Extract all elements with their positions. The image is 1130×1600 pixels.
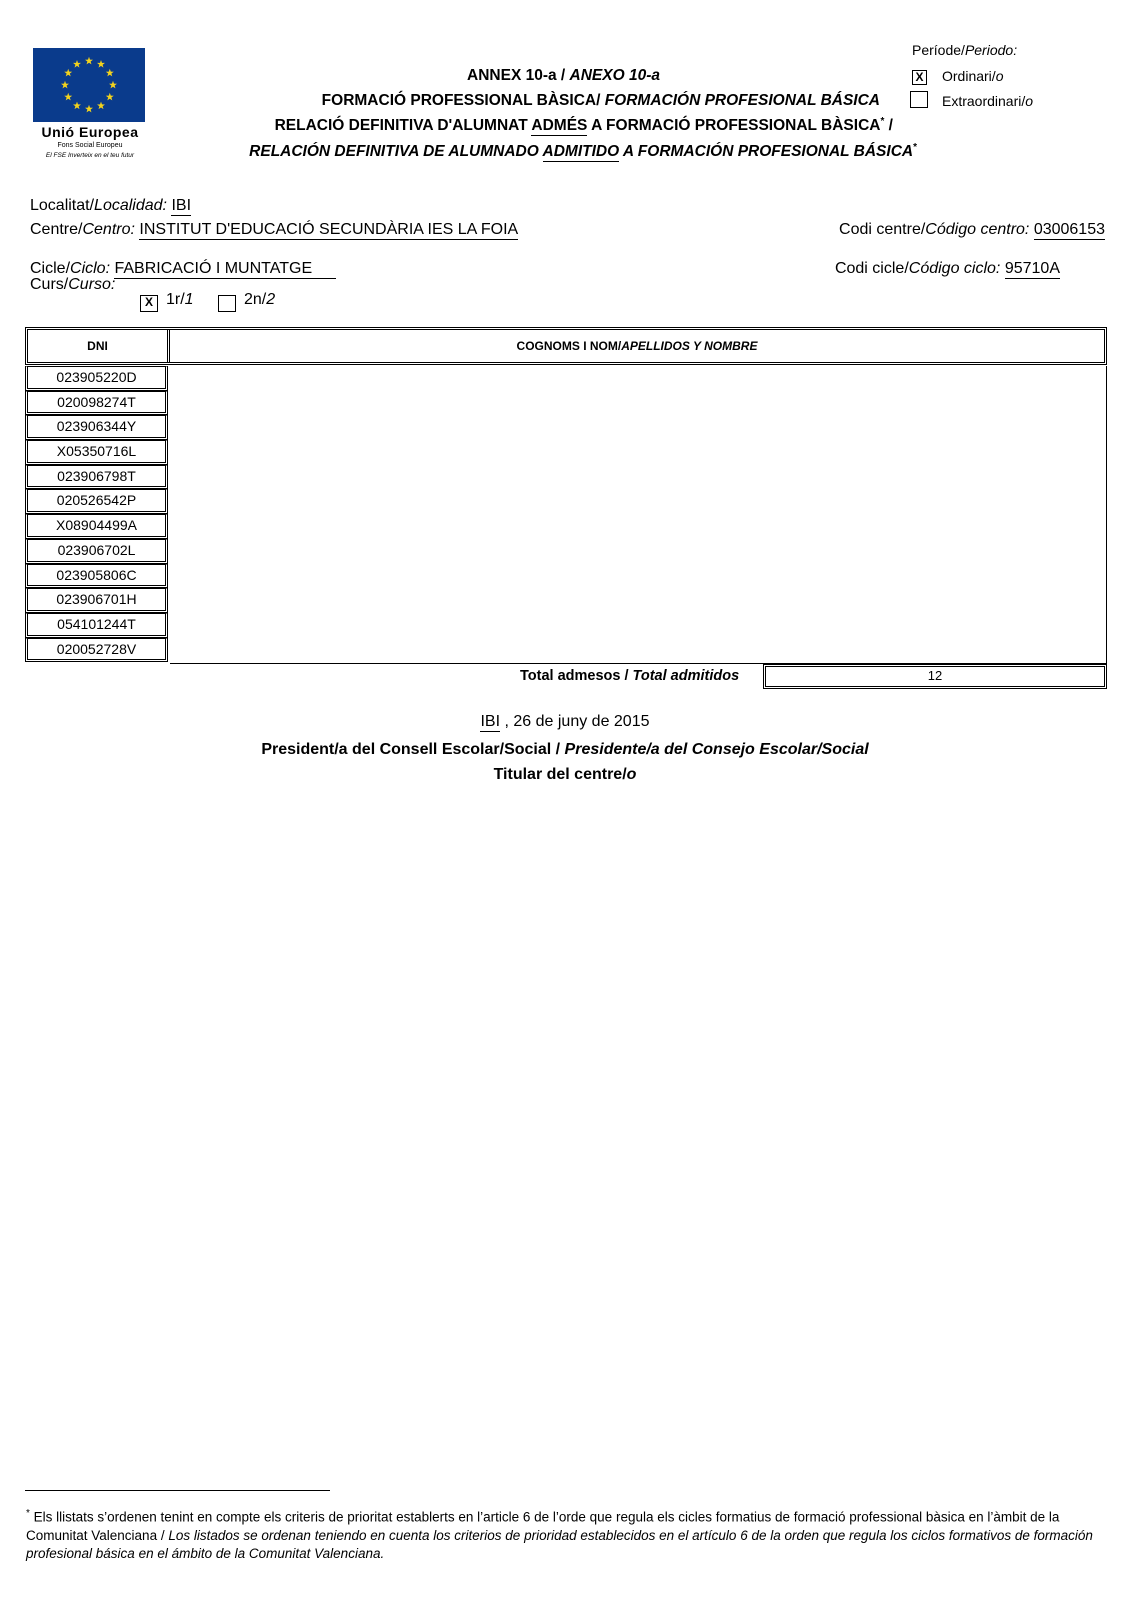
centre-field <box>30 221 518 239</box>
dni-cell: 023905806C <box>25 564 168 589</box>
list-title-es-a: RELACIÓN DEFINITIVA DE ALUMNADO <box>249 143 543 161</box>
locality-value: IBI <box>171 197 192 214</box>
list-title-ca <box>275 116 893 135</box>
dni-cell: X08904499A <box>25 514 168 539</box>
list-title-ca-slash: / <box>884 117 893 135</box>
footnote-mark: * <box>26 1508 30 1519</box>
locality-label-es: Localidad: <box>94 197 167 214</box>
table-row <box>25 415 1107 440</box>
signature-title <box>0 766 1130 784</box>
signature-place: IBI <box>480 713 501 730</box>
eu-flag-logo <box>33 48 145 122</box>
list-title-es <box>249 142 917 161</box>
centre-code-value: 03006153 <box>1033 221 1105 238</box>
footnote <box>26 1505 1106 1563</box>
course2-label-es: 2 <box>266 291 276 308</box>
total-value: 12 <box>763 664 1107 689</box>
total-label <box>520 668 739 684</box>
dni-cell: 020526542P <box>25 489 168 514</box>
dni-cell: 023906701H <box>25 588 168 613</box>
column-header-dni: DNI <box>28 330 170 362</box>
signature-title-es: o <box>626 766 637 783</box>
table-header <box>25 327 1107 365</box>
cycle-code-value: 95710A <box>1004 260 1060 277</box>
star-icon <box>85 57 93 65</box>
course2-label <box>244 291 275 309</box>
logo-motto: El FSE Inverteix en el teu futur <box>45 152 135 159</box>
total-label-es: Total admitidos <box>632 668 740 684</box>
locality-field <box>30 197 191 215</box>
extraordinary-label-ca: Extraordinari/ <box>942 93 1026 109</box>
extraordinary-label <box>942 93 1033 109</box>
period-label <box>912 42 1017 58</box>
course1-label-es: 1 <box>184 291 194 308</box>
dni-cell: 020052728V <box>25 638 168 663</box>
star-icon <box>64 69 72 77</box>
dni-cell: 020098274T <box>25 391 168 416</box>
logo-fund: Fons Social Europeu <box>57 142 123 149</box>
centre-code-field <box>839 221 1105 239</box>
column-header-name-ca: COGNOMS I NOM/ <box>516 339 622 353</box>
dni-cell: 023906798T <box>25 465 168 490</box>
annex-title-ca: ANNEX 10-a / <box>467 67 570 84</box>
course1-checkbox[interactable]: X <box>140 295 158 312</box>
centre-code-label-ca: Codi centre/ <box>839 221 926 238</box>
table-body <box>25 366 1107 662</box>
period-label-ca: Període/ <box>912 42 965 58</box>
star-icon <box>109 81 117 89</box>
cycle-code-label-es: Código ciclo: <box>908 260 1001 277</box>
signature-role-es: Presidente/a del Consejo Escolar/Social <box>564 741 869 758</box>
dni-cell: 054101244T <box>25 613 168 638</box>
cycle-label-es: Ciclo: <box>70 260 111 277</box>
table-row <box>25 539 1107 564</box>
signature-title-ca: Titular del centre/ <box>493 766 627 783</box>
table-row <box>25 613 1107 638</box>
table-row <box>25 465 1107 490</box>
dni-cell: 023906702L <box>25 539 168 564</box>
star-icon <box>97 102 105 110</box>
footnote-rule <box>25 1490 330 1491</box>
star-icon <box>85 105 93 113</box>
course2-checkbox[interactable] <box>218 295 236 312</box>
ordinary-checkbox[interactable]: X <box>912 70 927 85</box>
cycle-label-ca: Cicle/ <box>30 260 71 277</box>
program-title-es: FORMACIÓN PROFESIONAL BÁSICA <box>604 92 880 109</box>
annex-title-es: ANEXO 10-a <box>569 67 660 84</box>
course1-label <box>166 291 194 309</box>
star-icon <box>97 60 105 68</box>
course-underline <box>118 278 336 279</box>
footnote-ref: * <box>913 142 917 153</box>
signature-role <box>0 741 1130 759</box>
centre-value: INSTITUT D'EDUCACIÓ SECUNDÀRIA IES LA FOIA <box>139 221 519 238</box>
column-header-name-es: APELLIDOS Y NOMBRE <box>621 339 758 353</box>
footnote-text-ca: Els llistats s’ordenen tenint en compte els criteris de prioritat establerts en l’article 6 de l’orde que regula els cicles formatius de formació professional bàsica en l’àmbit de la Comunitat Valenciana / <box>26 1509 1060 1543</box>
table-row <box>25 489 1107 514</box>
footnote-text-es: Los listados se ordenan teniendo en cuenta los criterios de prioridad establecidos en el artículo 6 de la orden que regula los ciclos formativos de formación profesional básica en el ámbito de la Comunitat Valenciana. <box>26 1527 1093 1561</box>
course2-label-ca: 2n/ <box>244 291 267 308</box>
table-row <box>25 588 1107 613</box>
program-title <box>322 92 880 110</box>
extraordinary-label-es: o <box>1025 93 1034 109</box>
table-row <box>25 514 1107 539</box>
table-row <box>25 391 1107 416</box>
table-row <box>25 366 1107 391</box>
footnote-ref: * <box>880 116 885 127</box>
centre-label-es: Centro: <box>82 221 135 238</box>
list-title-ca-underlined: ADMÉS <box>531 117 588 135</box>
dni-cell: 023906344Y <box>25 415 168 440</box>
course1-label-ca: 1r/ <box>166 291 185 308</box>
centre-code-label-es: Código centro: <box>925 221 1030 238</box>
extraordinary-checkbox[interactable] <box>910 91 928 108</box>
program-title-ca: FORMACIÓ PROFESSIONAL BÀSICA/ <box>321 92 605 109</box>
annex-title <box>467 67 660 85</box>
ordinary-label <box>942 68 1003 84</box>
star-icon <box>106 69 114 77</box>
table-row <box>25 440 1107 465</box>
column-header-name <box>170 330 1104 362</box>
cycle-code-field <box>835 260 1060 278</box>
course-label-es: Curso: <box>68 276 116 293</box>
centre-label-ca: Centre/ <box>30 221 83 238</box>
eu-stars-icon <box>33 48 145 122</box>
cycle-value: FABRICACIÓ I MUNTATGE <box>114 260 313 277</box>
star-icon <box>73 60 81 68</box>
cycle-code-label-ca: Codi cicle/ <box>834 260 909 277</box>
dni-cell: X05350716L <box>25 440 168 465</box>
list-title-ca-a: RELACIÓ DEFINITIVA D'ALUMNAT <box>274 117 532 135</box>
signature-date <box>0 713 1130 731</box>
logo-name: Unió Europea <box>41 124 139 140</box>
list-title-ca-b: A FORMACIÓ PROFESSIONAL BÀSICA <box>587 117 881 135</box>
table-row <box>25 564 1107 589</box>
signature-date-text: , 26 de juny de 2015 <box>500 713 650 730</box>
course-label <box>30 276 115 294</box>
ordinary-label-es: o <box>995 68 1004 84</box>
star-icon <box>64 93 72 101</box>
locality-label-ca: Localitat/ <box>30 197 95 214</box>
list-title-es-b: A FORMACIÓN PROFESIONAL BÁSICA <box>619 143 914 161</box>
dni-cell: 023905220D <box>25 366 168 391</box>
course-label-ca: Curs/ <box>30 276 69 293</box>
list-title-es-underlined: ADMITIDO <box>542 143 620 161</box>
period-label-es: Periodo: <box>964 42 1018 58</box>
star-icon <box>73 102 81 110</box>
total-label-ca: Total admesos / <box>520 668 633 684</box>
star-icon <box>61 81 69 89</box>
table-row <box>25 638 1107 663</box>
ordinary-label-ca: Ordinari/ <box>942 68 996 84</box>
signature-role-ca: President/a del Consell Escolar/Social / <box>261 741 565 758</box>
star-icon <box>106 93 114 101</box>
